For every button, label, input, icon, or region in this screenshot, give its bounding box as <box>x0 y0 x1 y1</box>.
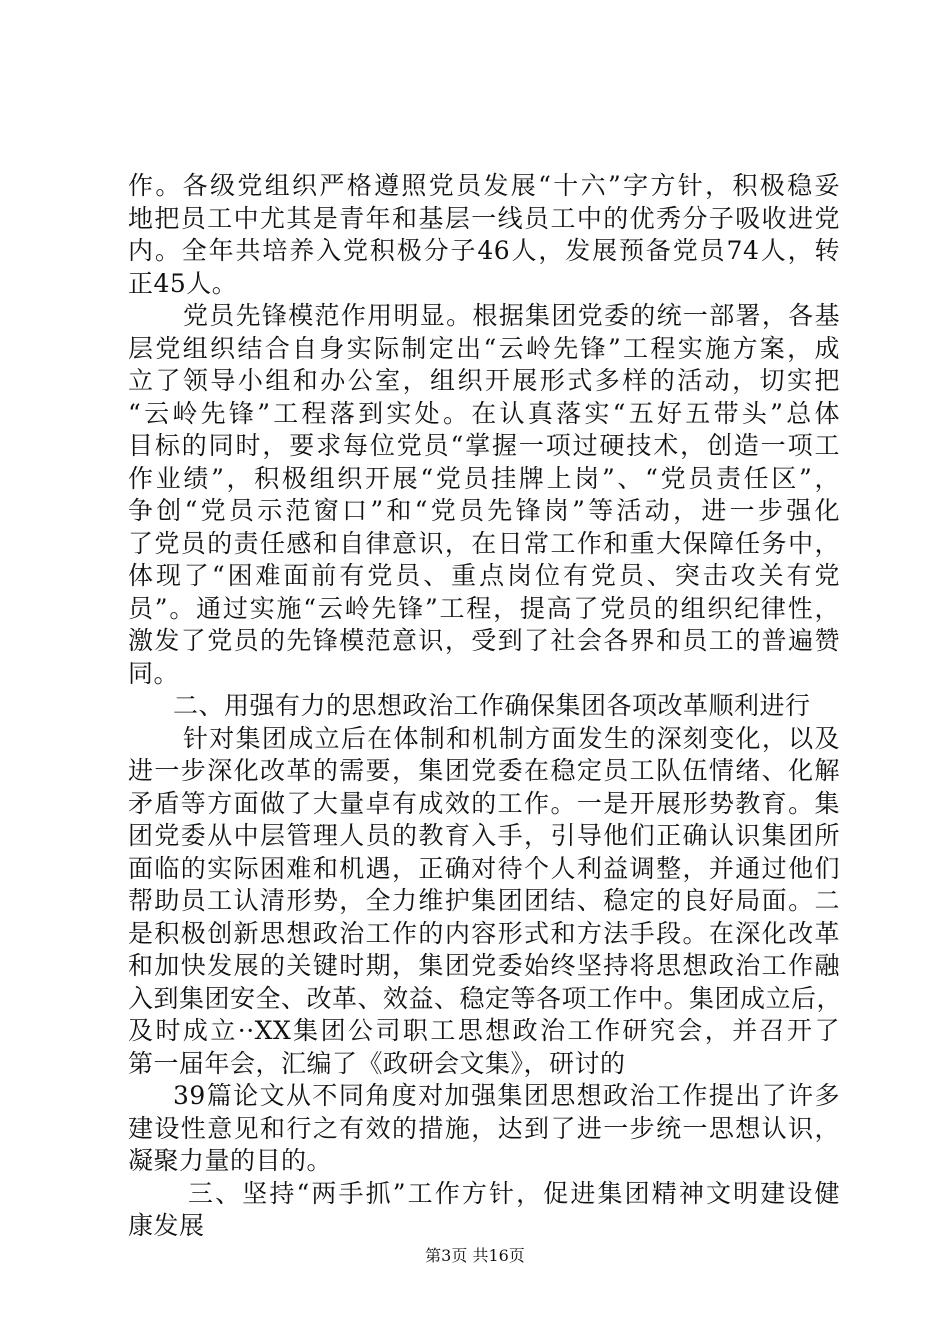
page-footer <box>0 1245 950 1267</box>
text-line: 建设性意见和行之有效的措施，达到了进一步统一思想认识， <box>128 1113 840 1143</box>
text-line: 入到集团安全、改革、效益、稳定等各项工作中。集团成立后， <box>128 983 843 1013</box>
text-line: 作。各级党组织严格遵照党员发展“十六”字方针，积极稳妥 <box>128 171 840 200</box>
text-line: 针对集团成立后在体制和机制方面发生的深刻变化，以及 <box>183 723 840 753</box>
section-heading: 二、用强有力的思想政治工作确保集团各项改革顺利进行 <box>173 691 811 720</box>
text-line: “云岭先锋”工程落到实处。在认真落实“五好五带头”总体 <box>128 398 840 428</box>
text-line: 39篇论文从不同角度对加强集团思想政治工作提出了许多 <box>173 1081 840 1110</box>
text-line: 了党员的责任感和自律意识，在日常工作和重大保障任务中， <box>128 528 840 558</box>
text-line: 同。 <box>128 658 180 688</box>
text-line: 目标的同时，要求每位党员“掌握一项过硬技术，创造一项工 <box>128 431 840 460</box>
text-line: 矛盾等方面做了大量卓有成效的工作。一是开展形势教育。集 <box>128 788 840 818</box>
text-line: 正45人。 <box>128 268 238 298</box>
text-line: 是积极创新思想政治工作的内容形式和方法手段。在深化改革 <box>128 918 840 948</box>
text-line: 员”。通过实施“云岭先锋”工程，提高了党员的组织纪律性， <box>128 593 840 623</box>
body-text <box>128 170 843 1243</box>
text-line: 立了领导小组和办公室，组织开展形式多样的活动，切实把 <box>128 366 840 395</box>
text-line: 党员先锋模范作用明显。根据集团党委的统一部署，各基 <box>183 301 840 330</box>
text-line: 进一步深化改革的需要，集团党委在稳定员工队伍情绪、化解 <box>128 756 840 785</box>
text-line: 内。全年共培养入党积极分子46人，发展预备党员74人，转 <box>128 236 840 265</box>
text-line: 帮助员工认清形势，全力维护集团团结、稳定的良好局面。二 <box>128 886 840 915</box>
text-line: 第一届年会，汇编了《政研会文集》，研讨的 <box>128 1048 626 1078</box>
text-line: 团党委从中层管理人员的教育入手，引导他们正确认识集团所 <box>128 821 840 850</box>
page-number: 第3页 共16页 <box>425 1246 525 1265</box>
text-line: 作业绩”，积极组织开展“党员挂牌上岗”、“党员责任区”， <box>128 463 840 493</box>
text-line: 层党组织结合自身实际制定出“云岭先锋”工程实施方案，成 <box>128 333 840 363</box>
text-line: 争创“党员示范窗口”和“党员先锋岗”等活动，进一步强化 <box>128 496 840 525</box>
section-heading: 康发展 <box>128 1211 205 1240</box>
text-line: 及时成立··XX集团公司职工思想政治工作研究会，并召开了 <box>128 1016 840 1045</box>
text-line: 激发了党员的先锋模范意识，受到了社会各界和员工的普遍赞 <box>128 626 840 655</box>
text-line: 地把员工中尤其是青年和基层一线员工中的优秀分子吸收进党 <box>128 203 840 233</box>
text-line: 面临的实际困难和机遇，正确对待个人利益调整，并通过他们 <box>128 853 840 883</box>
section-heading: 三、坚持“两手抓”工作方针，促进集团精神文明建设健 <box>188 1178 840 1208</box>
text-line: 和加快发展的关键时期，集团党委始终坚持将思想政治工作融 <box>128 951 840 980</box>
text-line: 凝聚力量的目的。 <box>128 1146 333 1175</box>
text-line: 体现了“困难面前有党员、重点岗位有党员、突击攻关有党 <box>128 561 840 590</box>
